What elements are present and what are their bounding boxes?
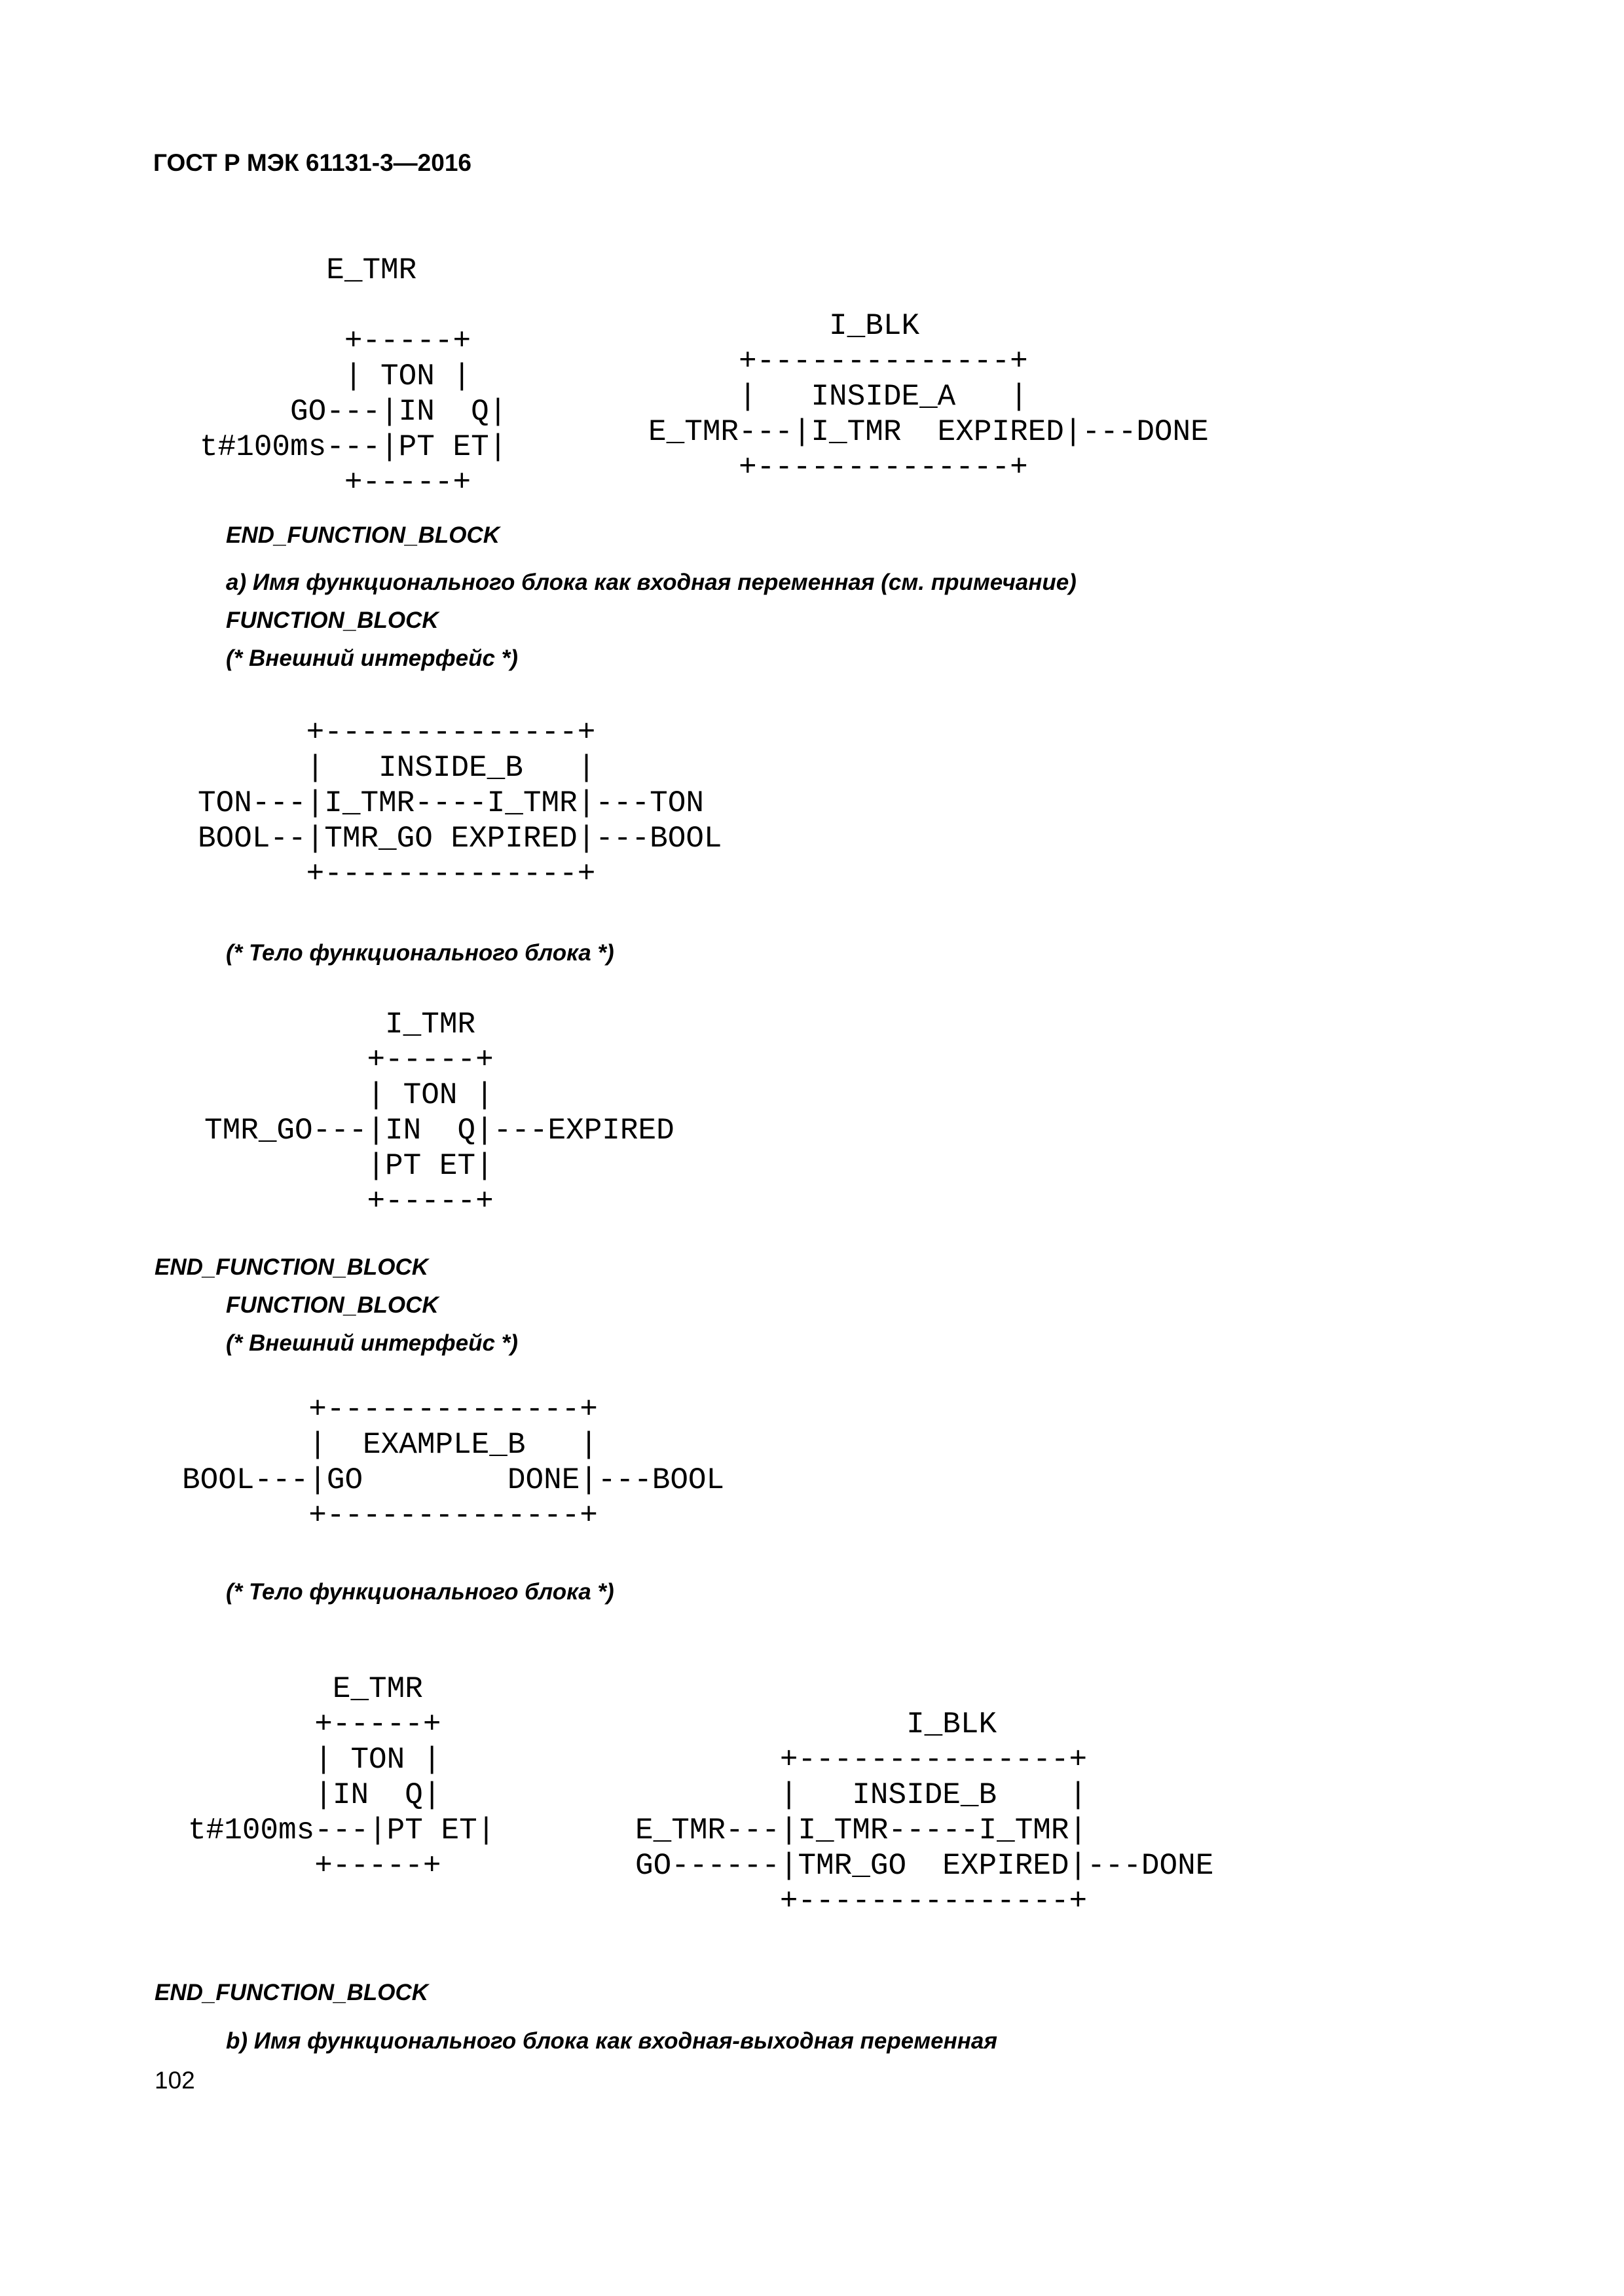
diagram-inside-b-interface: +--------------+ | INSIDE_B | TON---|I_TMR----I_TMR|---TON BOOL--|TMR_GO EXPIRED|---BOOL +--------------+ [198,716,722,891]
end-function-block-2: END_FUNCTION_BLOCK [155,1254,429,1280]
function-block-1: FUNCTION_BLOCK [226,608,439,633]
diagram-e-tmr-ton-2: E_TMR +-----+ | TON | |IN Q| t#100ms---|PT ET| +-----+ [188,1672,496,1883]
document-header: ГОСТ Р МЭК 61131-3—2016 [153,149,471,176]
external-interface-2: (* Внешний интерфейс *) [226,1330,518,1356]
function-block-2: FUNCTION_BLOCK [226,1292,439,1318]
diagram-i-tmr-ton: I_TMR +-----+ | TON | TMR_GO---|IN Q|---EXPIRED |PT ET| +-----+ [204,1008,674,1218]
fb-body-1: (* Тело функционального блока *) [226,940,614,966]
diagram-e-tmr-ton: E_TMR +-----+ | TON | GO---|IN Q| t#100ms---|PT ET| +-----+ [200,253,507,500]
caption-b: b) Имя функционального блока как входная-выходная переменная [226,2028,997,2054]
diagram-i-blk-inside-b: I_BLK +---------------+ | INSIDE_B | E_TMR---|I_TMR-----I_TMR| GO------|TMR_GO EXPIRED|---DONE +---------------+ [635,1707,1214,1918]
page-number: 102 [155,2067,195,2094]
caption-a: а) Имя функционального блока как входная переменная (см. примечание) [226,570,1077,595]
external-interface-1: (* Внешний интерфейс *) [226,646,518,671]
end-function-block-1: END_FUNCTION_BLOCK [226,522,500,548]
diagram-example-b-interface: +--------------+ | EXAMPLE_B | BOOL---|GO DONE|---BOOL +--------------+ [182,1393,725,1533]
fb-body-2: (* Тело функционального блока *) [226,1579,614,1605]
end-function-block-3: END_FUNCTION_BLOCK [155,1980,429,2005]
diagram-i-blk-inside-a: I_BLK +--------------+ | INSIDE_A | E_TMR---|I_TMR EXPIRED|---DONE +--------------+ [648,309,1209,484]
